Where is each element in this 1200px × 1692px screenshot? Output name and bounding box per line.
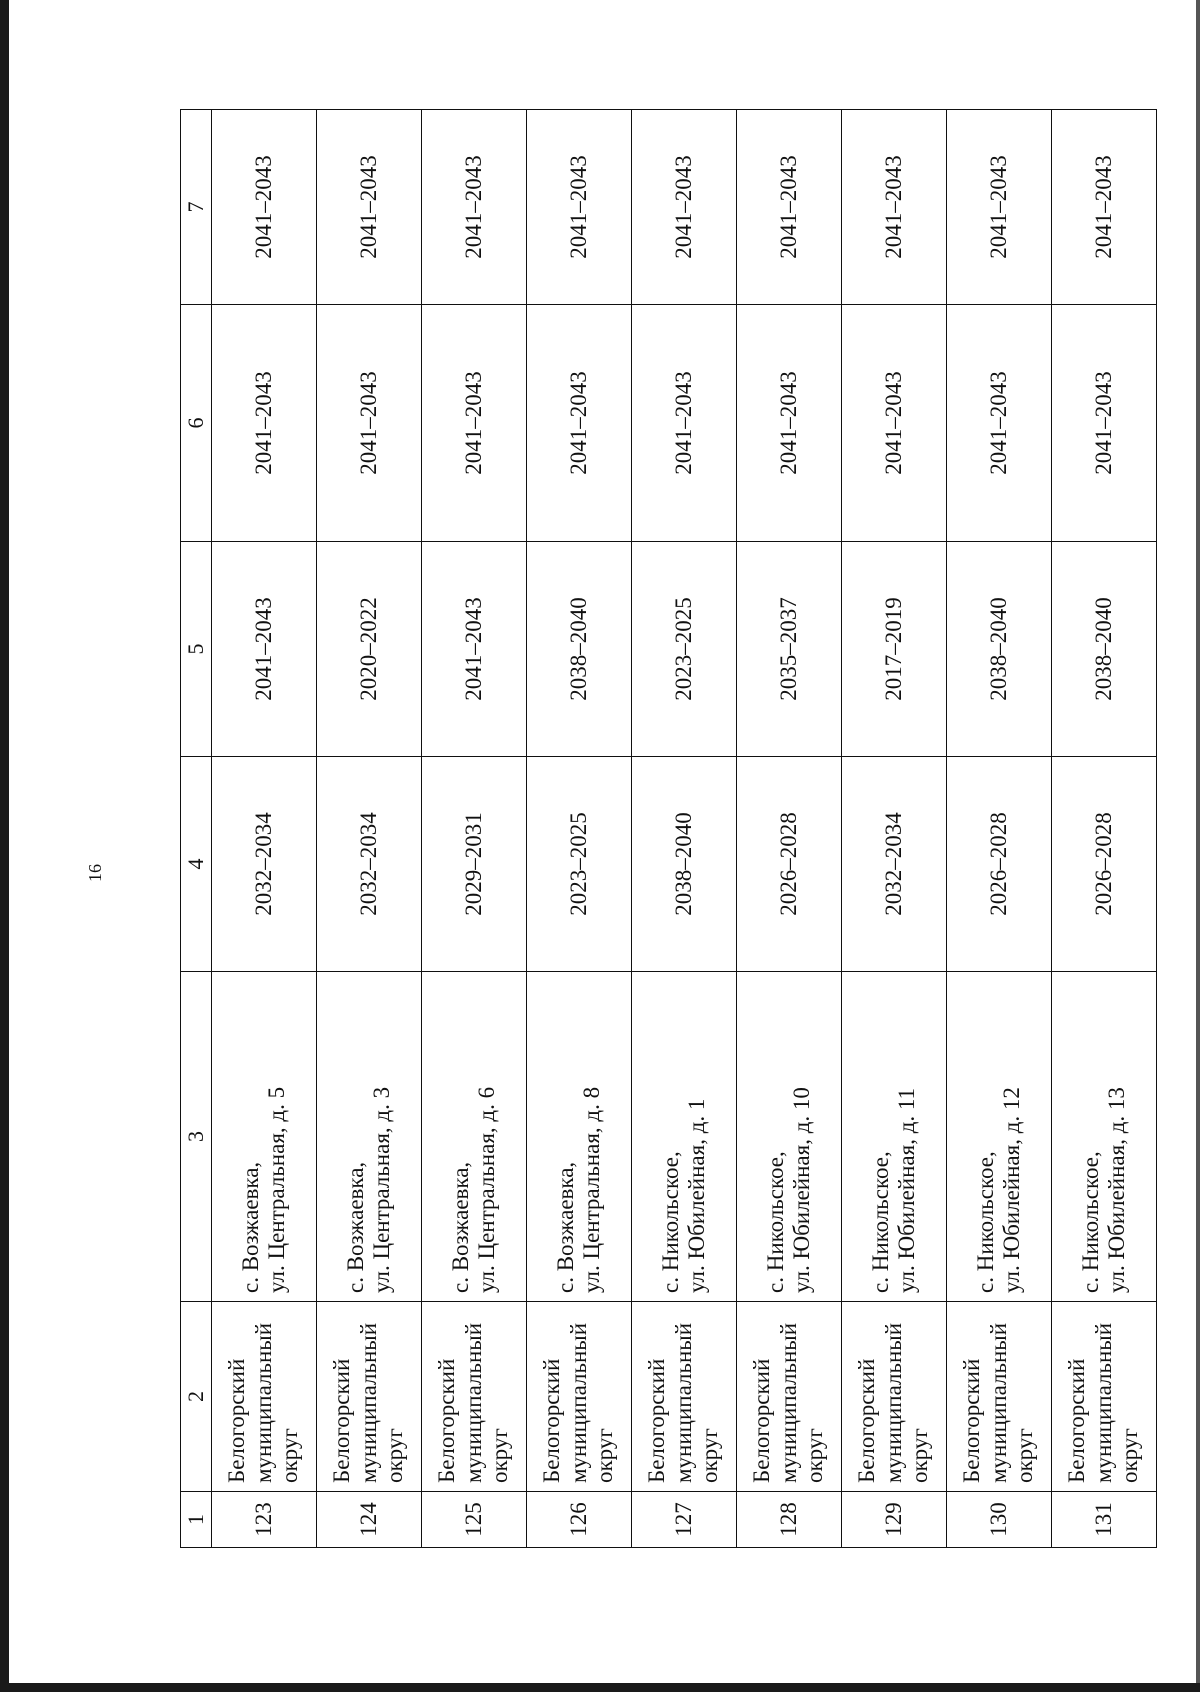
year-range-cell <box>317 757 422 972</box>
year-range-cell <box>527 757 632 972</box>
year-range-cell <box>212 305 317 542</box>
table-row <box>947 110 1052 1548</box>
district-line: округ <box>382 1428 408 1483</box>
year-range-cell <box>527 542 632 757</box>
year-range-cell <box>947 542 1052 757</box>
year-range-cell <box>737 305 842 542</box>
year-range-cell <box>1052 542 1157 757</box>
year-range-cell <box>632 305 737 542</box>
year-range: 2035–2037 <box>775 597 801 701</box>
row-number-cell <box>842 1492 947 1548</box>
address-line: ул. Центральная, д. 6 <box>474 1086 499 1293</box>
row-number: 127 <box>670 1502 696 1537</box>
year-range: 2041–2043 <box>880 155 906 259</box>
year-range-cell <box>947 305 1052 542</box>
scan-edge-right <box>1196 0 1200 1692</box>
address-line: с. Возжаевка, <box>342 1161 368 1293</box>
year-range-cell <box>317 110 422 305</box>
address-line: ул. Юбилейная, д. 1 <box>684 1098 709 1293</box>
year-range: 2038–2040 <box>1090 597 1116 701</box>
year-range-cell <box>527 110 632 305</box>
year-range-cell <box>422 757 527 972</box>
address-line: ул. Юбилейная, д. 11 <box>894 1087 919 1293</box>
year-range: 2041–2043 <box>565 371 591 475</box>
address-line: ул. Юбилейная, д. 12 <box>999 1087 1024 1293</box>
year-range-cell <box>842 110 947 305</box>
district-line: муниципальный <box>250 1322 276 1483</box>
year-range: 2041–2043 <box>670 371 696 475</box>
address-cell <box>422 972 527 1302</box>
row-number-cell <box>737 1492 842 1548</box>
year-range-cell <box>842 757 947 972</box>
row-number: 130 <box>985 1502 1011 1537</box>
year-range: 2032–2034 <box>880 812 906 916</box>
row-number-cell <box>422 1492 527 1548</box>
table-row <box>317 110 422 1548</box>
year-range: 2038–2040 <box>565 597 591 701</box>
address-cell <box>317 972 422 1302</box>
header-cell-7: 7 <box>181 110 212 305</box>
row-number: 131 <box>1090 1502 1116 1537</box>
district-line: округ <box>487 1428 513 1483</box>
row-number-cell <box>632 1492 737 1548</box>
year-range: 2041–2043 <box>460 597 486 701</box>
year-range: 2032–2034 <box>355 812 381 916</box>
year-range-cell <box>632 757 737 972</box>
district-line: муниципальный <box>460 1322 486 1483</box>
header-cell-6: 6 <box>181 305 212 542</box>
year-range-cell <box>632 110 737 305</box>
table-row <box>1052 110 1157 1548</box>
address-line: ул. Юбилейная, д. 10 <box>789 1087 814 1293</box>
district-line: муниципальный <box>670 1322 696 1483</box>
year-range-cell <box>947 757 1052 972</box>
address-line: с. Никольское, <box>762 1151 788 1293</box>
year-range: 2017–2019 <box>880 597 906 701</box>
table-row <box>632 110 737 1548</box>
table-row <box>842 110 947 1548</box>
address-line: с. Никольское, <box>972 1151 998 1293</box>
year-range-cell <box>422 305 527 542</box>
year-range: 2026–2028 <box>985 812 1011 916</box>
district-line: Белогорский <box>329 1358 355 1483</box>
district-cell <box>212 1302 317 1492</box>
district-line: муниципальный <box>565 1322 591 1483</box>
year-range: 2041–2043 <box>460 371 486 475</box>
year-range: 2041–2043 <box>670 155 696 259</box>
year-range-cell <box>737 757 842 972</box>
address-line: с. Возжаевка, <box>237 1161 263 1293</box>
year-range: 2038–2040 <box>985 597 1011 701</box>
year-range-cell <box>212 110 317 305</box>
address-cell <box>527 972 632 1302</box>
address-line: ул. Юбилейная, д. 13 <box>1104 1087 1129 1293</box>
district-cell <box>527 1302 632 1492</box>
rotated-table-container <box>180 110 1143 1548</box>
year-range-cell <box>842 542 947 757</box>
district-line: Белогорский <box>434 1358 460 1483</box>
year-range-cell <box>317 305 422 542</box>
year-range: 2041–2043 <box>1090 371 1116 475</box>
district-line: Белогорский <box>644 1358 670 1483</box>
year-range: 2041–2043 <box>355 155 381 259</box>
address-line: с. Никольское, <box>657 1151 683 1293</box>
address-line: ул. Центральная, д. 3 <box>369 1086 394 1293</box>
header-row <box>181 110 212 1548</box>
year-range: 2041–2043 <box>775 155 801 259</box>
district-line: Белогорский <box>749 1358 775 1483</box>
year-range: 2032–2034 <box>250 812 276 916</box>
row-number: 129 <box>880 1502 906 1537</box>
page-number: 16 <box>84 864 105 882</box>
district-cell <box>632 1302 737 1492</box>
year-range: 2041–2043 <box>355 371 381 475</box>
district-line: Белогорский <box>959 1358 985 1483</box>
year-range: 2041–2043 <box>775 371 801 475</box>
district-line: округ <box>277 1428 303 1483</box>
year-range: 2041–2043 <box>1090 155 1116 259</box>
district-cell <box>422 1302 527 1492</box>
row-number-cell <box>1052 1492 1157 1548</box>
address-cell <box>737 972 842 1302</box>
district-line: округ <box>1117 1428 1143 1483</box>
district-cell <box>737 1302 842 1492</box>
row-number: 123 <box>250 1502 276 1537</box>
district-cell <box>842 1302 947 1492</box>
address-cell <box>947 972 1052 1302</box>
table-row <box>527 110 632 1548</box>
address-cell <box>632 972 737 1302</box>
year-range-cell <box>947 110 1052 305</box>
row-number: 128 <box>775 1502 801 1537</box>
year-range: 2026–2028 <box>1090 812 1116 916</box>
year-range-cell <box>317 542 422 757</box>
district-line: муниципальный <box>355 1322 381 1483</box>
district-line: округ <box>1012 1428 1038 1483</box>
row-number-cell <box>317 1492 422 1548</box>
district-line: муниципальный <box>880 1322 906 1483</box>
year-range: 2041–2043 <box>250 155 276 259</box>
address-cell <box>842 972 947 1302</box>
district-line: Белогорский <box>539 1358 565 1483</box>
row-number: 125 <box>460 1502 486 1537</box>
district-cell <box>947 1302 1052 1492</box>
district-line: муниципальный <box>775 1322 801 1483</box>
year-range-cell <box>737 542 842 757</box>
row-number-cell <box>212 1492 317 1548</box>
year-range: 2026–2028 <box>775 812 801 916</box>
table-row <box>422 110 527 1548</box>
header-cell-1: 1 <box>181 1492 212 1548</box>
header-cell-2: 2 <box>181 1302 212 1492</box>
address-line: с. Возжаевка, <box>552 1161 578 1293</box>
header-cell-4: 4 <box>181 757 212 972</box>
year-range-cell <box>212 757 317 972</box>
address-line: ул. Центральная, д. 5 <box>264 1086 289 1293</box>
year-range-cell <box>1052 110 1157 305</box>
district-line: муниципальный <box>985 1322 1011 1483</box>
row-number-cell <box>527 1492 632 1548</box>
year-range-cell <box>842 305 947 542</box>
district-cell <box>317 1302 422 1492</box>
address-line: с. Возжаевка, <box>447 1161 473 1293</box>
year-range: 2023–2025 <box>565 812 591 916</box>
district-line: округ <box>697 1428 723 1483</box>
address-line: ул. Центральная, д. 8 <box>579 1086 604 1293</box>
year-range-cell <box>527 305 632 542</box>
district-line: Белогорский <box>1064 1358 1090 1483</box>
year-range-cell <box>422 542 527 757</box>
district-line: муниципальный <box>1090 1322 1116 1483</box>
year-range: 2041–2043 <box>460 155 486 259</box>
address-line: с. Никольское, <box>1077 1151 1103 1293</box>
year-range-cell <box>632 542 737 757</box>
year-range: 2041–2043 <box>985 155 1011 259</box>
data-table <box>180 109 1157 1548</box>
year-range: 2020–2022 <box>355 597 381 701</box>
address-cell <box>1052 972 1157 1302</box>
row-number: 126 <box>565 1502 591 1537</box>
district-cell <box>1052 1302 1157 1492</box>
year-range: 2041–2043 <box>880 371 906 475</box>
header-cell-5: 5 <box>181 542 212 757</box>
table-row <box>737 110 842 1548</box>
year-range-cell <box>1052 305 1157 542</box>
year-range: 2041–2043 <box>250 371 276 475</box>
district-line: округ <box>592 1428 618 1483</box>
year-range: 2038–2040 <box>670 812 696 916</box>
table-row <box>212 110 317 1548</box>
scan-edge-left <box>0 0 9 1692</box>
scan-edge-bottom <box>0 1683 1200 1692</box>
district-line: Белогорский <box>224 1358 250 1483</box>
row-number-cell <box>947 1492 1052 1548</box>
year-range: 2023–2025 <box>670 597 696 701</box>
year-range-cell <box>212 542 317 757</box>
address-line: с. Никольское, <box>867 1151 893 1293</box>
header-cell-3: 3 <box>181 972 212 1302</box>
year-range: 2041–2043 <box>250 597 276 701</box>
year-range-cell <box>1052 757 1157 972</box>
year-range-cell <box>422 110 527 305</box>
row-number: 124 <box>355 1502 381 1537</box>
year-range-cell <box>737 110 842 305</box>
address-cell <box>212 972 317 1302</box>
district-line: округ <box>802 1428 828 1483</box>
year-range: 2041–2043 <box>565 155 591 259</box>
year-range: 2029–2031 <box>460 812 486 916</box>
year-range: 2041–2043 <box>985 371 1011 475</box>
district-line: Белогорский <box>854 1358 880 1483</box>
district-line: округ <box>907 1428 933 1483</box>
